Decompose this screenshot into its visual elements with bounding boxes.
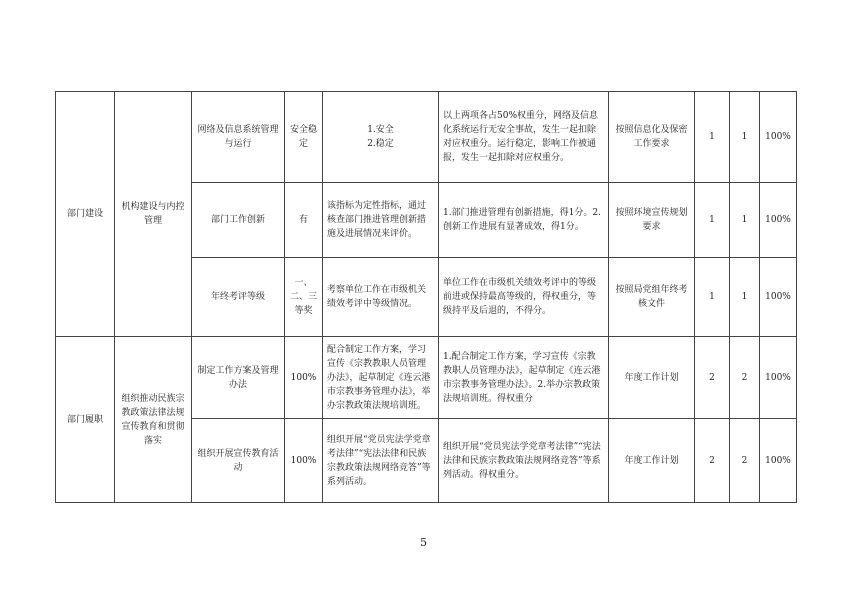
weight-cell: 1 (695, 183, 730, 258)
rate-cell: 100% (760, 92, 797, 183)
indicator-cell: 制定工作方案及管理办法 (192, 337, 285, 419)
rate-cell: 100% (760, 337, 797, 419)
score-cell: 1 (730, 183, 760, 258)
indicator-cell: 组织开展宣传教育活动 (192, 419, 285, 503)
subcategory-cell: 组织推动民族宗教政策法律法规宣传教育和贯彻落实 (115, 337, 192, 503)
weight-cell: 2 (695, 337, 730, 419)
category-cell: 部门履职 (56, 337, 115, 503)
description-cell: 该指标为定性指标，通过核查部门推进管理创新措施及进展情况来评价。 (323, 183, 439, 258)
rate-cell: 100% (760, 258, 797, 337)
weight-cell: 1 (695, 258, 730, 337)
table-row (56, 337, 797, 419)
table-row (56, 92, 797, 183)
rate-cell: 100% (760, 183, 797, 258)
source-cell: 年度工作计划 (609, 419, 695, 503)
indicator-table (55, 91, 797, 503)
score-cell: 1 (730, 92, 760, 183)
category-cell: 部门建设 (56, 92, 115, 337)
page-number: 5 (420, 536, 427, 549)
scoring-cell: 1.配合制定工作方案，学习宣传《宗教教职人员管理办法》，起草制定《连云港市宗教事务管理办法》。2.举办宗教政策法规培训班。得权重分 (439, 337, 609, 419)
value-cell: 有 (285, 183, 323, 258)
value-cell: 一、二、三等奖 (285, 258, 323, 337)
scoring-cell: 以上两项各占50%权重分，网络及信息化系统运行无安全事故，发生一起扣除对应权重分。运行稳定，影响工作被通报，发生一起扣除对应权重分。 (439, 92, 609, 183)
weight-cell: 1 (695, 92, 730, 183)
score-cell: 1 (730, 258, 760, 337)
value-cell: 100% (285, 337, 323, 419)
rate-cell: 100% (760, 419, 797, 503)
description-cell: 考察单位工作在市级机关绩效考评中等级情况。 (323, 258, 439, 337)
value-cell: 安全稳定 (285, 92, 323, 183)
scoring-cell: 单位工作在市级机关绩效考评中的等级前进或保持最高等级的，得权重分，等级持平及后退的，不得分。 (439, 258, 609, 337)
description-cell: 组织开展“党员宪法学党章考法律”“宪法法律和民族宗教政策法规网络竞答”等系列活动。 (323, 419, 439, 503)
source-cell: 按照信息化及保密工作要求 (609, 92, 695, 183)
subcategory-cell: 机构建设与内控管理 (115, 92, 192, 337)
description-cell: 配合制定工作方案，学习宣传《宗教教职人员管理办法》，起草制定《连云港市宗教事务管理办法》，举办宗教政策法规培训班。 (323, 337, 439, 419)
description-cell: 1.安全 2.稳定 (323, 92, 439, 183)
weight-cell: 2 (695, 419, 730, 503)
score-cell: 2 (730, 337, 760, 419)
source-cell: 按照环境宣传规划要求 (609, 183, 695, 258)
indicator-cell: 网络及信息系统管理与运行 (192, 92, 285, 183)
value-cell: 100% (285, 419, 323, 503)
indicator-cell: 年终考评等级 (192, 258, 285, 337)
scoring-cell: 1.部门推进管理有创新措施，得1分。2.创新工作进展有显著成效，得1分。 (439, 183, 609, 258)
indicator-cell: 部门工作创新 (192, 183, 285, 258)
source-cell: 年度工作计划 (609, 337, 695, 419)
score-cell: 2 (730, 419, 760, 503)
scoring-cell: 组织开展“党员宪法学党章考法律”“宪法法律和民族宗教政策法规网络竞答”等系列活动。得权重分。 (439, 419, 609, 503)
source-cell: 按照局党组年终考核文件 (609, 258, 695, 337)
